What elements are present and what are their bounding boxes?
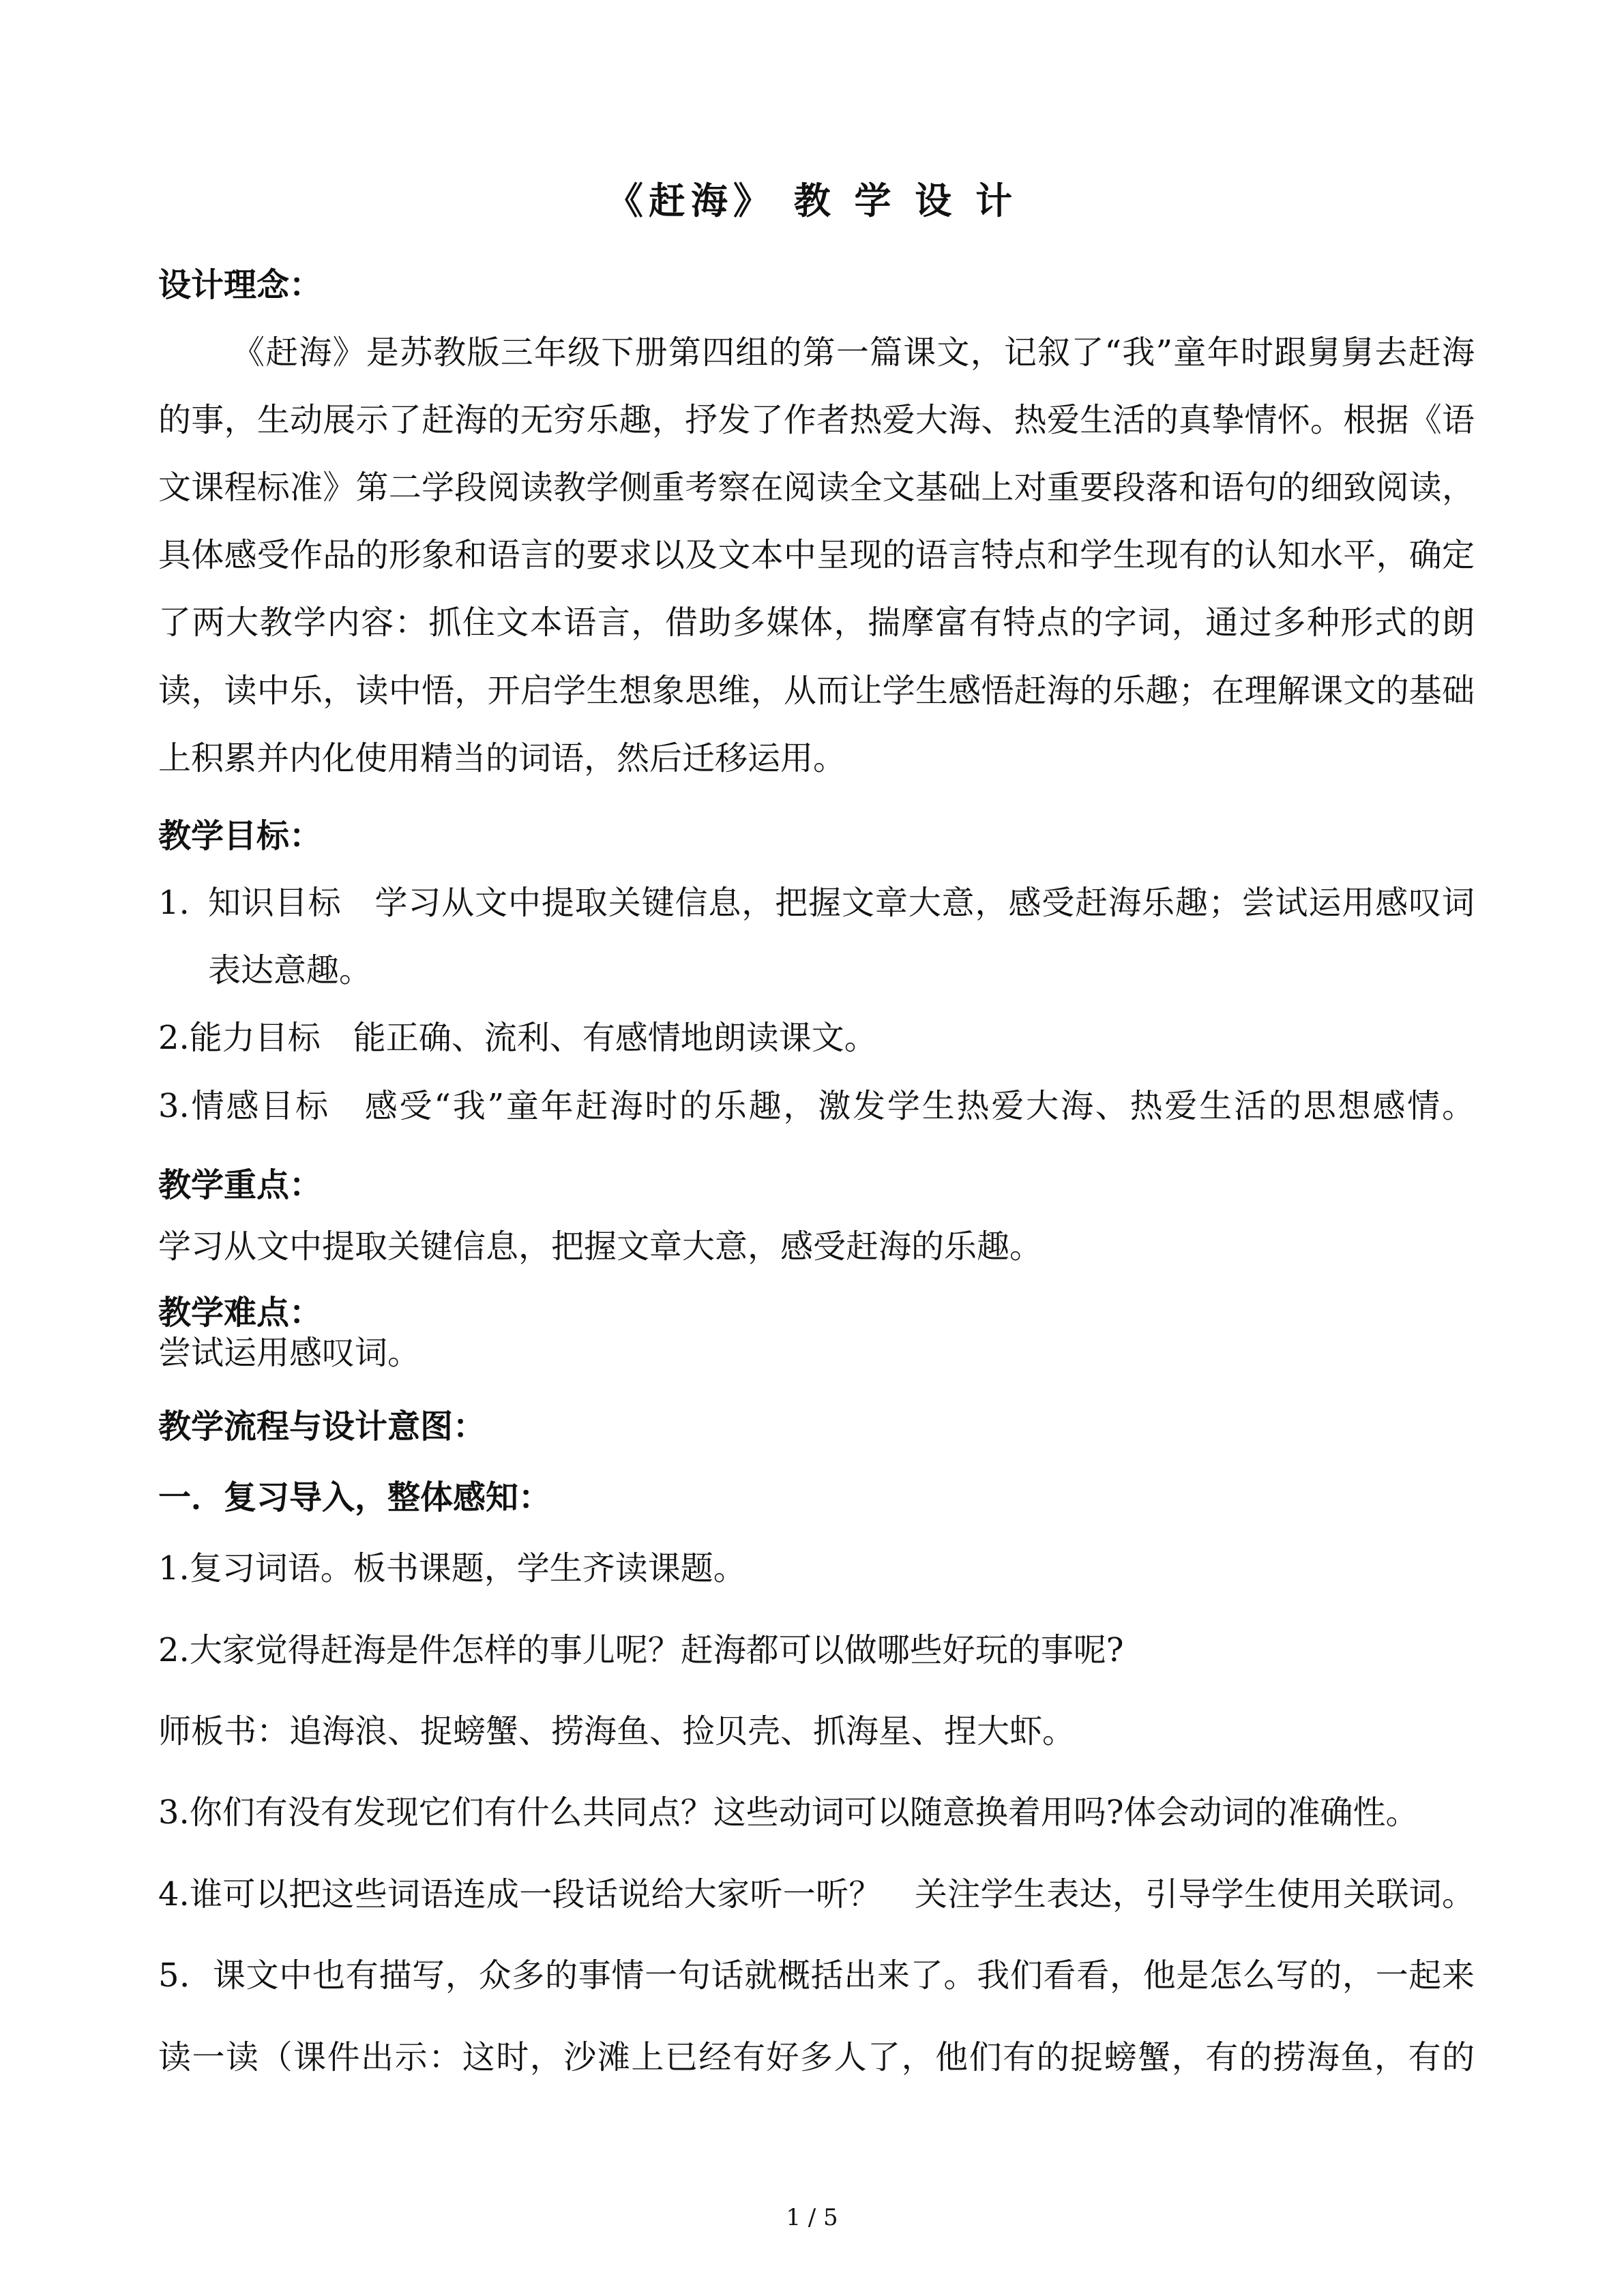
- concept-line-3: 文课程标准》第二学段阅读教学侧重考察在阅读全文基础上对重要段落和语句的细致阅读，: [158, 468, 1475, 507]
- step-2: 2.大家觉得赶海是件怎样的事儿呢？赶海都可以做哪些好玩的事呢?: [158, 1631, 1124, 1669]
- step-1: 1.复习词语。板书课题，学生齐读课题。: [158, 1549, 746, 1587]
- step-5-line-2: 读一读（课件出示：这时，沙滩上已经有好多人了，他们有的捉螃蟹，有的捞海鱼，有的: [158, 2038, 1475, 2076]
- concept-line-7: 上积累并内化使用精当的词语，然后迁移运用。: [158, 739, 846, 777]
- concept-line-5: 了两大教学内容：抓住文本语言，借助多媒体，揣摩富有特点的字词，通过多种形式的朗: [158, 603, 1475, 642]
- key-heading: 教学重点：: [158, 1166, 323, 1204]
- step-3: 3.你们有没有发现它们有什么共同点？这些动词可以随意换着用吗?体会动词的准确性。: [158, 1793, 1419, 1832]
- board-text: 师板书：追海浪、捉螃蟹、捞海鱼、捡贝壳、抓海星、捏大虾。: [158, 1712, 1076, 1750]
- concept-line-1: 《赶海》是苏教版三年级下册第四组的第一篇课文，记叙了“我”童年时跟舅舅去赶海: [232, 333, 1475, 372]
- goal-1-line-1: 知识目标 学习从文中提取关键信息，把握文章大意，感受赶海乐趣；尝试运用感叹词: [208, 884, 1475, 922]
- goals-heading: 教学目标：: [158, 817, 323, 855]
- step-5-line-1: 5．课文中也有描写，众多的事情一句话就概括出来了。我们看看，他是怎么写的，一起来: [158, 1956, 1475, 1995]
- step-4: 4.谁可以把这些词语连成一段话说给大家听一听？ 关注学生表达，引导学生使用关联词。: [158, 1875, 1475, 1913]
- concept-heading: 设计理念：: [158, 266, 323, 304]
- goal-2: 2.能力目标 能正确、流利、有感情地朗读课文。: [158, 1019, 877, 1057]
- difficulty-text: 尝试运用感叹词。: [158, 1334, 421, 1372]
- part1-heading: 一．复习导入，整体感知：: [158, 1478, 552, 1517]
- process-heading: 教学流程与设计意图：: [158, 1407, 486, 1446]
- difficulty-heading: 教学难点：: [158, 1294, 323, 1332]
- goal-1-number: 1.: [158, 884, 190, 922]
- concept-line-2: 的事，生动展示了赶海的无穷乐趣，抒发了作者热爱大海、热爱生活的真挚情怀。根据《语: [158, 401, 1475, 439]
- page-title: 《赶海》 教 学 设 计: [606, 179, 1018, 222]
- key-text: 学习从文中提取关键信息，把握文章大意，感受赶海的乐趣。: [158, 1227, 1043, 1266]
- concept-line-6: 读，读中乐，读中悟，开启学生想象思维，从而让学生感悟赶海的乐趣；在理解课文的基础: [158, 672, 1475, 710]
- goal-3: 3.情感目标 感受“我”童年赶海时的乐趣，激发学生热爱大海、热爱生活的思想感情。: [158, 1087, 1475, 1125]
- page-number: 1 / 5: [786, 2204, 838, 2231]
- concept-line-4: 具体感受作品的形象和语言的要求以及文本中呈现的语言特点和学生现有的认知水平，确定: [158, 536, 1475, 574]
- goal-1-line-2: 表达意趣。: [208, 951, 372, 989]
